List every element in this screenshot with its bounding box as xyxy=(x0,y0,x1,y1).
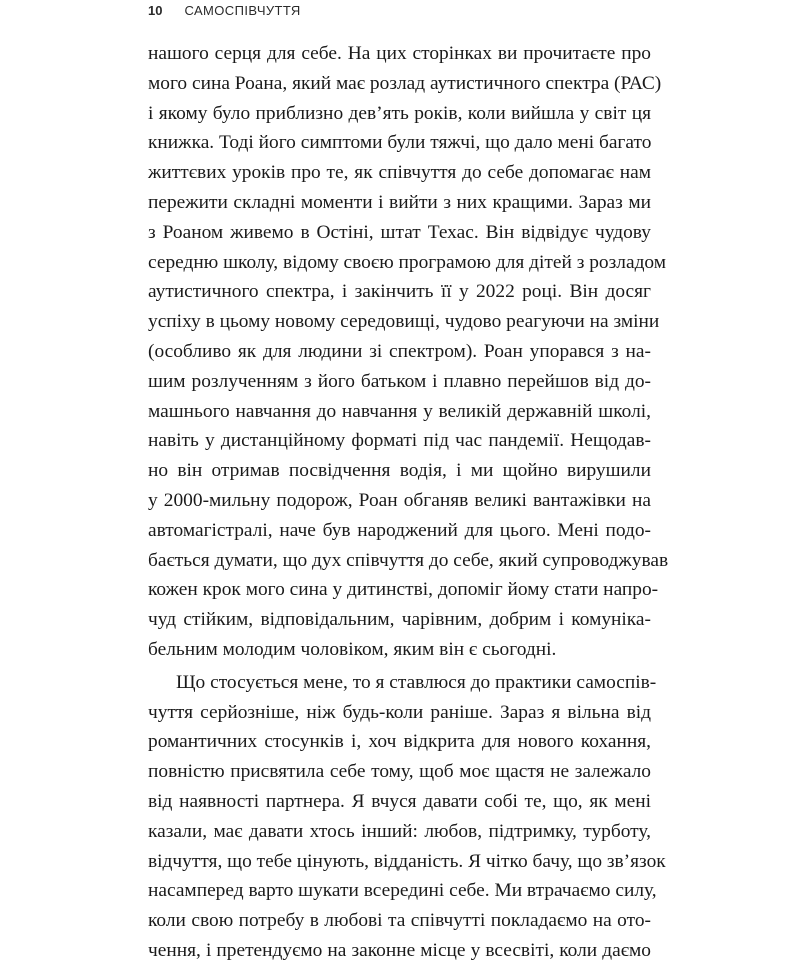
text-line: мого сина Роана, який має розлад аутистичного спектра (РАС) xyxy=(148,72,662,94)
text-line: від наявності партнера. Я вчуся давати собі те, що, як мені xyxy=(148,790,651,812)
paragraph xyxy=(148,39,669,665)
text-line: відчуття, що тебе цінують, відданість. Я чітко бачу, що зв’язок xyxy=(148,850,666,872)
text-line: автомагістралі, наче був народжений для цього. Мені подо- xyxy=(148,519,651,541)
text-line: успіху в цьому новому середовищі, чудово реагуючи на зміни xyxy=(148,311,660,333)
text-line: з Роаном живемо в Остіні, штат Техас. Він відвідує чудову xyxy=(148,221,651,243)
text-line: шим розлученням з його батьком і плавно перейшов від до- xyxy=(148,370,651,392)
text-line: аутистичного спектра, і закінчить її у 2022 році. Він досяг xyxy=(148,281,651,303)
text-line: романтичних стосунків і, хоч відкрита для нового кохання, xyxy=(148,731,651,753)
text-line: і якому було приблизно дев’ять років, коли вийшла у світ ця xyxy=(148,102,651,124)
text-line: насамперед варто шукати всередині себе. Ми втрачаємо силу, xyxy=(148,880,657,902)
text-line: Що стосується мене, то я ставлюся до практики самоспів- xyxy=(176,671,657,693)
text-line: книжка. Тоді його симптоми були тяжчі, що дало мені багато xyxy=(148,132,652,154)
text-line: казали, має давати хтось інший: любов, підтримку, турботу, xyxy=(148,820,651,842)
book-title: САМОСПІВЧУТТЯ xyxy=(184,2,301,18)
text-line: нашого серця для себе. На цих сторінках ви прочитаєте про xyxy=(148,43,651,64)
text-line: бельним молодим чоловіком, яким він є сьогодні. xyxy=(148,638,557,660)
paragraph xyxy=(148,668,666,966)
text-line: кожен крок мого сина у дитинстві, допоміг йому стати напро- xyxy=(148,579,659,601)
text-line: пережити складні моменти і вийти з них кращими. Зараз ми xyxy=(148,191,651,213)
text-line: навіть у дистанційному форматі під час пандемії. Нещодав- xyxy=(148,430,651,452)
text-line: но він отримав посвідчення водія, і ми щойно вирушили xyxy=(148,460,651,482)
page-number: 10 xyxy=(148,2,163,18)
text-line: чуття серйозніше, ніж будь-коли раніше. Зараз я вільна від xyxy=(148,701,651,723)
text-line: бається думати, що дух співчуття до себе, який супроводжував xyxy=(148,549,669,571)
text-line: чуд стійким, відповідальним, чарівним, добрим і комуніка- xyxy=(148,609,651,631)
text-line: коли свою потребу в любові та співчутті покладаємо на ото- xyxy=(148,910,651,932)
text-line: повністю присвятила себе тому, щоб моє щастя не залежало xyxy=(148,761,651,783)
text-line: середню школу, відому своєю програмою для дітей з розладом xyxy=(148,251,667,273)
body-text xyxy=(148,39,669,966)
text-line: життєвих уроків про те, як співчуття до себе допомагає нам xyxy=(148,162,651,184)
running-header xyxy=(148,0,301,20)
text-line: чення, і претендуємо на законне місце у всесвіті, коли даємо xyxy=(148,939,651,961)
text-line: машнього навчання до навчання у великій державній школі, xyxy=(148,400,651,422)
text-line: у 2000-мильну подорож, Роан обганяв великі вантажівки на xyxy=(148,489,651,511)
text-line: (особливо як для людини зі спектром). Роан упорався з на- xyxy=(148,340,651,362)
